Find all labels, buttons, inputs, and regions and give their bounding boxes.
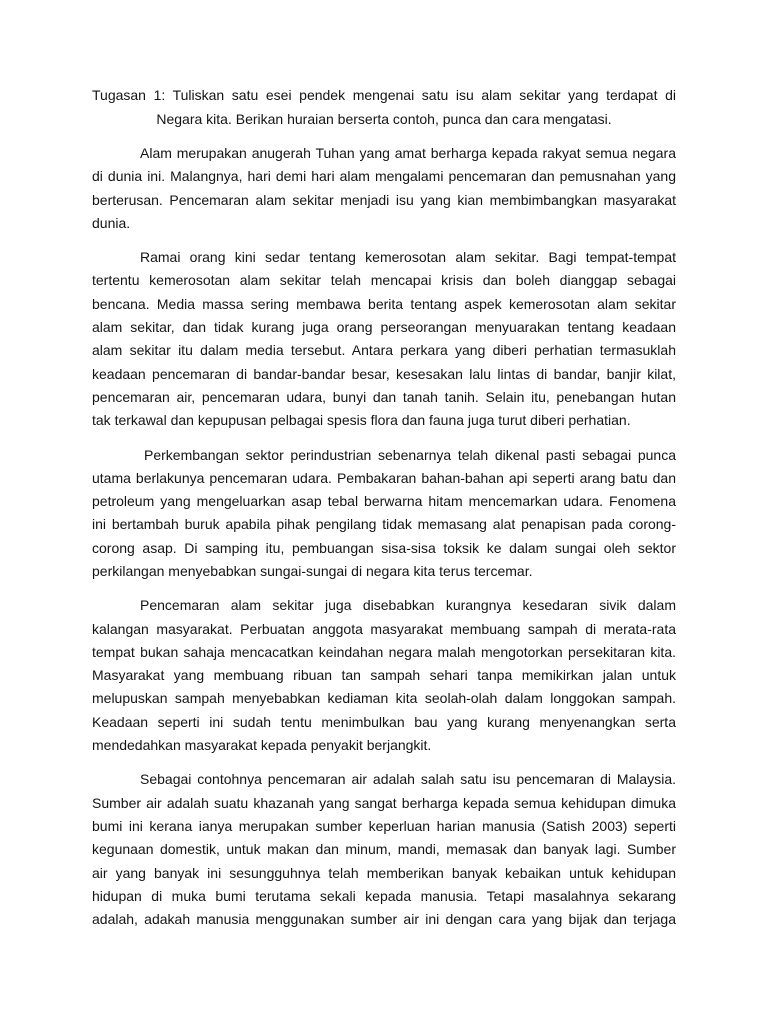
paragraph-2	[92, 246, 676, 432]
text-line: melupuskan sampah menyebabkan kediaman kita seolah-olah dalam longgokan sampah.	[92, 690, 676, 707]
text-line: Masyarakat yang membuang ribuan tan sampah sehari tanpa memikirkan jalan untuk	[92, 667, 676, 684]
assignment-heading	[92, 84, 676, 131]
text-line: kegunaan domestik, untuk makan dan minum, mandi, memasak dan banyak lagi. Sumber	[92, 841, 676, 858]
text-line: kalangan masyarakat. Perbuatan anggota masyarakat membuang sampah di merata-rata	[92, 620, 676, 637]
paragraph-3	[92, 444, 676, 584]
document-body	[92, 84, 676, 931]
text-line: tempat bukan sahaja mencacatkan keindahan negara malah mengotorkan persekitaran kita.	[92, 643, 676, 660]
text-line: alam sekitar itu dalam media tersebut. Antara perkara yang diberi perhatian termasuklah	[92, 342, 676, 359]
text-line: mendedahkan masyarakat kepada penyakit berjangkit.	[92, 737, 432, 754]
text-line: adalah, adakah manusia menggunakan sumber air ini dengan cara yang bijak dan terjaga	[92, 911, 676, 928]
text-line: Alam merupakan anugerah Tuhan yang amat berharga kepada rakyat semua negara	[140, 144, 676, 161]
text-line: Sebagai contohnya pencemaran air adalah salah satu isu pencemaran di Malaysia.	[140, 771, 676, 788]
paragraph-1	[92, 142, 676, 235]
paragraph-4	[92, 594, 676, 757]
text-line: keadaan pencemaran di bandar-bandar besar, kesesakan lalu lintas di bandar, banjir kilat,	[92, 365, 676, 382]
text-line: tertentu kemerosotan alam sekitar telah mencapai krisis dan boleh dianggap sebagai	[92, 272, 676, 289]
text-line: ini bertambah buruk apabila pihak pengilang tidak memasang alat penapisan pada corong-	[92, 516, 676, 533]
text-line: perkilangan menyebabkan sungai-sungai di negara kita terus tercemar.	[92, 562, 533, 579]
text-line: bumi ini kerana ianya merupakan sumber keperluan harian manusia (Satish 2003) seperti	[92, 817, 676, 834]
text-line: Sumber air adalah suatu khazanah yang sangat berharga kepada semua kehidupan dimuka	[92, 794, 676, 811]
text-line: berterusan. Pencemaran alam sekitar menjadi isu yang kian membimbangkan masyarakat	[92, 191, 676, 208]
heading-line: Tugasan 1: Tuliskan satu esei pendek mengenai satu isu alam sekitar yang terdapat di	[92, 87, 676, 104]
text-line: dunia.	[92, 214, 131, 231]
heading-line: Negara kita. Berikan huraian berserta contoh, punca dan cara mengatasi.	[156, 110, 612, 127]
text-line: hidupan di muka bumi terutama sekali kepada manusia. Tetapi masalahnya sekarang	[92, 887, 676, 904]
text-line: corong asap. Di samping itu, pembuangan sisa-sisa toksik ke dalam sungai oleh sektor	[92, 539, 676, 556]
text-line: utama berlakunya pencemaran udara. Pembakaran bahan-bahan api seperti arang batu dan	[92, 469, 676, 486]
text-line: Perkembangan sektor perindustrian sebenarnya telah dikenal pasti sebagai punca	[144, 446, 676, 463]
text-line: Pencemaran alam sekitar juga disebabkan kurangnya kesedaran sivik dalam	[140, 597, 676, 614]
text-line: air yang banyak ini sesungguhnya telah memberikan banyak kebaikan untuk kehidupan	[92, 864, 676, 881]
text-line: tak terkawal dan kepupusan pelbagai spesis flora dan fauna juga turut diberi perhatian.	[92, 412, 631, 429]
text-line: Ramai orang kini sedar tentang kemerosotan alam sekitar. Bagi tempat-tempat	[140, 249, 676, 266]
paragraph-5	[92, 768, 676, 931]
text-line: petroleum yang mengeluarkan asap tebal berwarna hitam mencemarkan udara. Fenomena	[92, 493, 676, 510]
text-line: Keadaan seperti ini sudah tentu menimbulkan bau yang kurang menyenangkan serta	[92, 713, 676, 730]
text-line: bencana. Media massa sering membawa berita tentang aspek kemerosotan alam sekitar	[92, 295, 676, 312]
text-line: alam sekitar, dan tidak kurang juga orang perseorangan menyuarakan tentang keadaan	[92, 319, 676, 336]
text-line: pencemaran air, pencemaran udara, bunyi dan tanah tanih. Selain itu, penebangan hutan	[92, 388, 676, 405]
text-line: di dunia ini. Malangnya, hari demi hari alam mengalami pencemaran dan pemusnahan yang	[92, 168, 676, 185]
